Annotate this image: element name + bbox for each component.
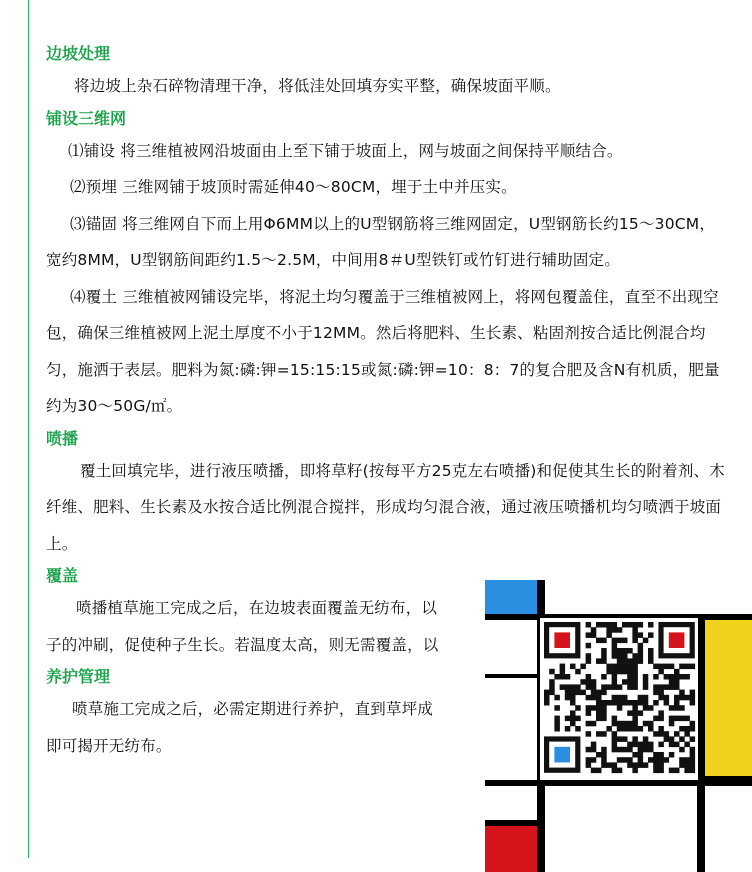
red-block <box>485 826 537 872</box>
section-heading: 边坡处理 <box>46 44 111 63</box>
yellow-block <box>705 620 752 776</box>
paragraph-line: 喷播植草施工完成之后，在边坡表面覆盖无纺布，以 <box>76 599 438 617</box>
black-bar <box>697 620 705 872</box>
paragraph: ⑵预埋 三维网铺于坡顶时需延伸40～80CM，埋于土中并压实。 <box>70 178 517 196</box>
paragraph: 覆土回填完毕，进行液压喷播，即将草籽(按每平方25克左右喷播)和促使其生长的附着剂、木纤维、肥料、生长素及水按合适比例混合搅拌，形成均匀混合液，通过液压喷播机均匀喷洒于坡面上。 <box>46 461 725 553</box>
paragraph-line: 子的冲刷，促使种子生长。若温度太高，则无需覆盖，以 <box>46 635 439 654</box>
section-heading: 覆盖 <box>46 566 79 585</box>
paragraph: ⑶锚固 将三维网自下而上用Φ6MM以上的U型钢筋将三维网固定，U型钢筋长约15～30CM，宽约8MM，U型钢筋间距约1.5～2.5M，中间用8＃U型铁钉或竹钉进行辅助固定。 <box>46 214 716 269</box>
section-heading: 铺设三维网 <box>46 108 127 128</box>
paragraph: ⑴铺设 将三维植被网沿坡面由上至下铺于坡面上，网与坡面之间保持平顺结合。 <box>68 141 623 160</box>
left-margin-rule <box>28 0 29 858</box>
qr-promo-overlay[interactable] <box>485 580 752 872</box>
section-heading: 喷播 <box>46 428 79 448</box>
blue-block <box>485 580 537 614</box>
paragraph: 将边坡上杂石碎物清理干净，将低洼处回填夯实平整，确保坡面平顺。 <box>74 77 561 95</box>
black-bar <box>485 780 752 786</box>
qr-code-icon[interactable] <box>540 618 698 780</box>
paragraph: ⑷覆土 三维植被网铺设完毕，将泥土均匀覆盖于三维植被网上，将网包覆盖住，直至不出现空包，确保三维植被网上泥土厚度不小于12MM。然后将肥料、生长素、粘固剂按合适比例混合均匀，施洒于表层。肥料为氮:磷:钾=15:15:15或氮:磷:钾=10：8：7的复合肥及含N有机质，肥量约为30～50G/㎡。 <box>46 287 720 415</box>
section-heading: 养护管理 <box>46 667 111 686</box>
paragraph-line: 喷草施工完成之后，必需定期进行养护，直到草坪成 <box>72 700 434 718</box>
paragraph-line: 即可揭开无纺布。 <box>46 736 172 755</box>
black-bar <box>485 674 545 678</box>
